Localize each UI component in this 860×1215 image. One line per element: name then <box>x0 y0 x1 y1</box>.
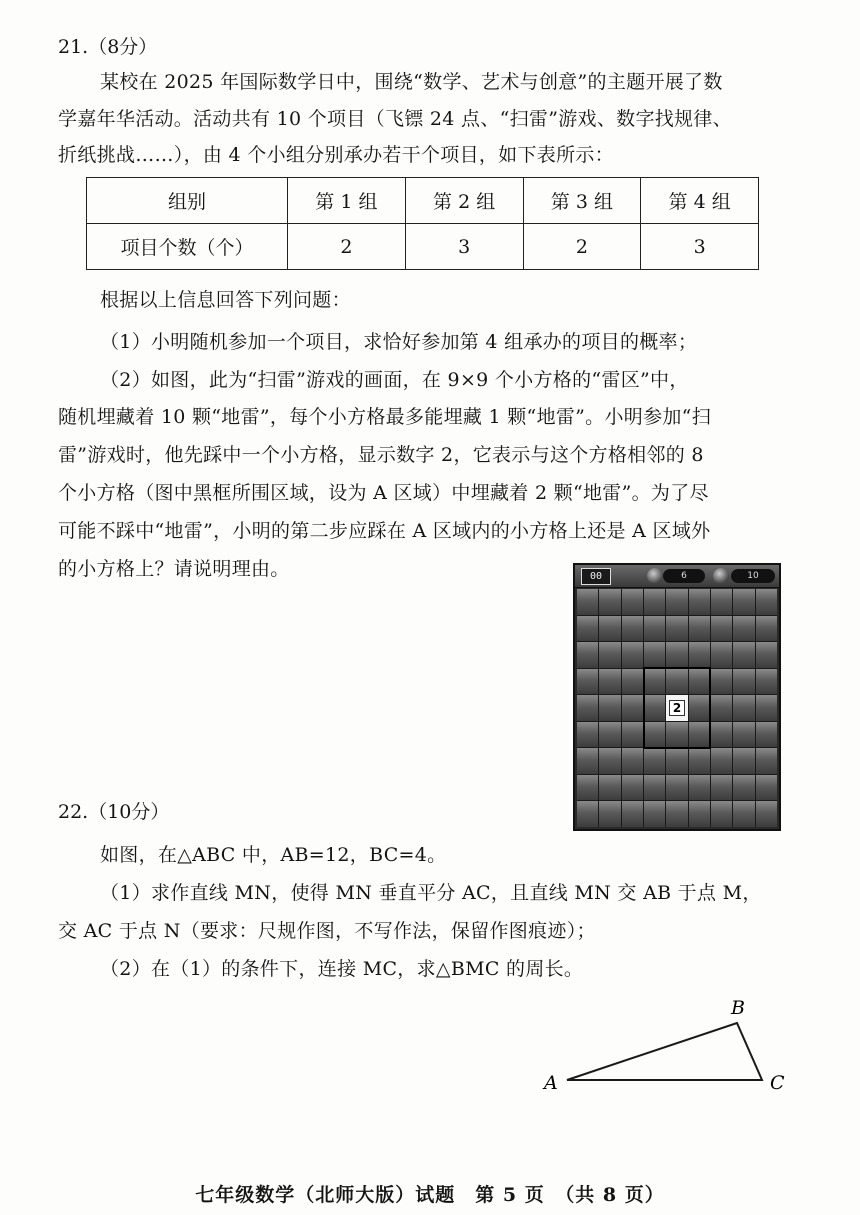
table-cell: 第 1 组 <box>288 178 406 224</box>
grid-cell <box>711 722 732 748</box>
q21-sub2-line-4: 个小方格（图中黑框所围区域，设为 A 区域）中埋藏着 2 颗“地雷”。为了尽 <box>58 482 709 504</box>
vertex-label-a: A <box>544 1072 558 1094</box>
page-footer: 七年级数学（北师大版）试题 第 5 页 （共 8 页） <box>195 1184 665 1206</box>
grid-cell <box>622 801 643 827</box>
q22-line-4: （2）在（1）的条件下，连接 MC，求△BMC 的周长。 <box>100 958 584 980</box>
mine-icon <box>713 568 729 584</box>
timer-display: 00 <box>581 568 611 585</box>
grid-cell <box>689 801 710 827</box>
grid-cell <box>644 748 665 774</box>
grid-cell <box>577 642 598 668</box>
table-header-row <box>87 178 759 224</box>
grid-cell <box>733 722 754 748</box>
grid-cell <box>577 669 598 695</box>
grid-cell <box>666 775 687 801</box>
grid-cell <box>756 722 777 748</box>
grid-cell <box>711 695 732 721</box>
flag-counter: 6 <box>663 569 705 583</box>
vertex-label-b: B <box>731 997 745 1019</box>
grid-cell <box>756 589 777 615</box>
q21-sub1: （1）小明随机参加一个项目，求恰好参加第 4 组承办的项目的概率； <box>100 331 698 353</box>
grid-cell <box>711 616 732 642</box>
grid-cell <box>756 775 777 801</box>
table-cell: 2 <box>288 224 406 270</box>
table-row <box>87 224 759 270</box>
q21-sub2-line-6: 的小方格上？请说明理由。 <box>58 558 290 580</box>
triangle-abc-figure <box>530 990 800 1100</box>
grid-cell <box>644 616 665 642</box>
grid-cell <box>644 589 665 615</box>
grid-cell <box>711 748 732 774</box>
grid-cell <box>577 748 598 774</box>
grid-cell <box>756 801 777 827</box>
grid-cell <box>599 775 620 801</box>
grid-cell <box>711 669 732 695</box>
triangle-abc <box>567 1023 762 1080</box>
grid-cell <box>756 642 777 668</box>
grid-cell <box>622 589 643 615</box>
grid-cell <box>666 616 687 642</box>
grid-cell <box>577 616 598 642</box>
grid-cell <box>756 669 777 695</box>
q21-line-1: 某校在 2025 年国际数学日中，围绕“数学、艺术与创意”的主题开展了数 <box>100 71 723 93</box>
grid-cell <box>622 642 643 668</box>
grid-cell <box>711 801 732 827</box>
grid-cell <box>599 589 620 615</box>
grid-cell <box>666 748 687 774</box>
grid-cell <box>599 616 620 642</box>
vertex-label-c: C <box>770 1072 785 1094</box>
q21-sub2-line-3: 雷”游戏时，他先踩中一个小方格，显示数字 2，它表示与这个方格相邻的 8 <box>58 444 704 466</box>
q22-line-1: 如图，在△ABC 中，AB=12，BC=4。 <box>100 844 447 866</box>
q22-line-3: 交 AC 于点 N（要求：尺规作图，不写作法，保留作图痕迹）； <box>58 920 596 942</box>
grid-cell <box>622 695 643 721</box>
grid-cell <box>689 722 710 748</box>
grid-cell <box>689 748 710 774</box>
grid-cell <box>622 616 643 642</box>
table-cell: 第 3 组 <box>523 178 641 224</box>
minesweeper-figure <box>573 563 781 831</box>
flag-icon <box>647 568 663 584</box>
game-top-bar <box>575 565 779 588</box>
grid-cell <box>666 642 687 668</box>
grid-cell <box>733 616 754 642</box>
mine-field-grid <box>577 589 777 827</box>
q21-header: 21.（8分） <box>58 36 158 58</box>
grid-cell <box>756 748 777 774</box>
grid-cell <box>689 642 710 668</box>
q21-sub2-line-2: 随机埋藏着 10 颗“地雷”，每个小方格最多能埋藏 1 颗“地雷”。小明参加“扫 <box>58 406 711 428</box>
grid-cell <box>622 669 643 695</box>
grid-cell <box>666 801 687 827</box>
revealed-number: 2 <box>669 700 685 716</box>
grid-cell <box>711 775 732 801</box>
q21-after-table: 根据以上信息回答下列问题： <box>100 289 351 311</box>
grid-cell <box>733 775 754 801</box>
mine-counter: 10 <box>731 569 775 583</box>
grid-cell <box>733 801 754 827</box>
q21-line-2: 学嘉年华活动。活动共有 10 个项目（飞镖 24 点、“扫雷”游戏、数字找规律、 <box>58 108 732 130</box>
project-count-table <box>86 177 759 270</box>
table-cell: 项目个数（个） <box>87 224 288 270</box>
grid-cell <box>644 775 665 801</box>
revealed-cell <box>666 695 687 721</box>
table-cell: 3 <box>641 224 759 270</box>
grid-cell <box>689 669 710 695</box>
table-cell: 第 2 组 <box>405 178 523 224</box>
q22-header: 22.（10分） <box>58 801 170 823</box>
grid-cell <box>599 669 620 695</box>
grid-cell <box>689 616 710 642</box>
grid-cell <box>599 801 620 827</box>
grid-cell <box>622 722 643 748</box>
grid-cell <box>622 748 643 774</box>
grid-cell <box>756 695 777 721</box>
grid-cell <box>711 589 732 615</box>
grid-cell <box>733 589 754 615</box>
table-cell: 组别 <box>87 178 288 224</box>
grid-cell <box>733 695 754 721</box>
grid-cell <box>644 669 665 695</box>
grid-cell <box>733 669 754 695</box>
grid-cell <box>599 642 620 668</box>
grid-cell <box>689 695 710 721</box>
q21-sub2-line-1: （2）如图，此为“扫雷”游戏的画面，在 9×9 个小方格的“雷区”中， <box>100 369 689 391</box>
grid-cell <box>756 616 777 642</box>
q21-sub2-line-5: 可能不踩中“地雷”，小明的第二步应踩在 A 区域内的小方格上还是 A 区域外 <box>58 520 711 542</box>
grid-cell <box>689 775 710 801</box>
grid-cell <box>622 775 643 801</box>
grid-cell <box>599 722 620 748</box>
grid-cell <box>733 642 754 668</box>
grid-cell <box>577 695 598 721</box>
grid-cell <box>733 748 754 774</box>
grid-cell <box>577 589 598 615</box>
q21-line-3: 折纸挑战……），由 4 个小组分别承办若干个项目，如下表所示： <box>58 144 614 166</box>
grid-cell <box>666 669 687 695</box>
q22-line-2: （1）求作直线 MN，使得 MN 垂直平分 AC，且直线 MN 交 AB 于点 M， <box>100 882 762 904</box>
grid-cell <box>577 801 598 827</box>
grid-cell <box>599 695 620 721</box>
grid-cell <box>666 589 687 615</box>
grid-cell <box>644 695 665 721</box>
grid-cell <box>644 642 665 668</box>
grid-cell <box>711 642 732 668</box>
table-cell: 第 4 组 <box>641 178 759 224</box>
grid-cell <box>599 748 620 774</box>
grid-cell <box>644 801 665 827</box>
table-cell: 3 <box>405 224 523 270</box>
grid-cell <box>689 589 710 615</box>
table-cell: 2 <box>523 224 641 270</box>
grid-cell <box>577 775 598 801</box>
grid-cell <box>666 722 687 748</box>
grid-cell <box>577 722 598 748</box>
grid-cell <box>644 722 665 748</box>
